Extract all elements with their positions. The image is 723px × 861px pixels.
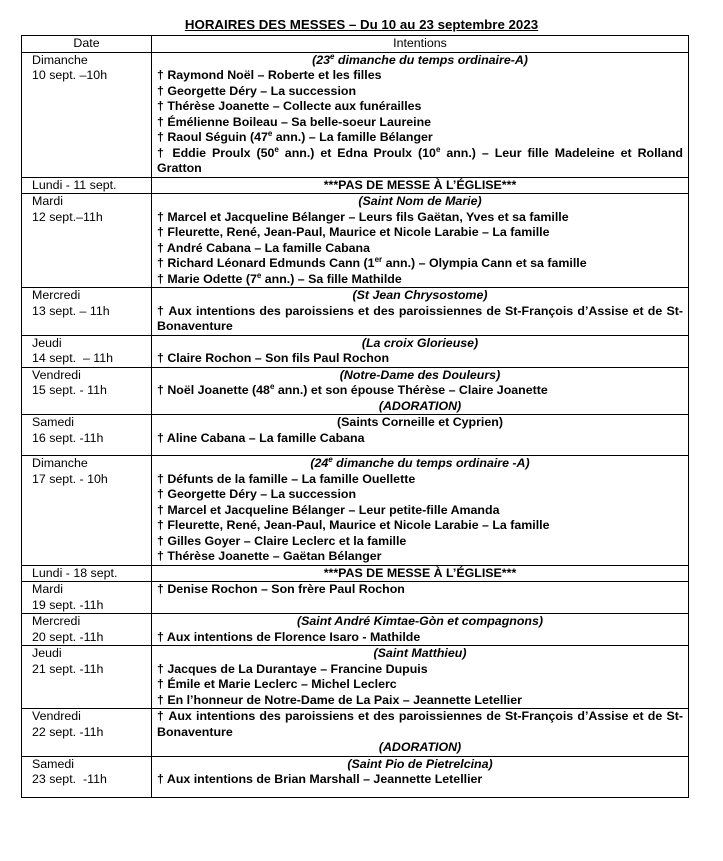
liturgical-heading: (Saint Nom de Marie): [358, 194, 482, 208]
table-row: [22, 614, 689, 646]
day-label: Mardi: [32, 582, 63, 596]
date-time-label: 20 sept. -11h: [32, 629, 104, 644]
intentions-cell: [152, 52, 689, 177]
intentions-cell: [152, 709, 689, 757]
day-label: Jeudi: [32, 646, 62, 660]
table-row: [22, 177, 689, 194]
intention-line: † Denise Rochon – Son frère Paul Rochon: [157, 582, 405, 596]
table-row: [22, 646, 689, 709]
intentions-cell: [152, 456, 689, 566]
table-row: [22, 335, 689, 367]
date-time-label: 23 sept. -11h: [32, 772, 107, 786]
date-time-label: 13 sept. – 11h: [32, 303, 110, 318]
intentions-cell: [152, 194, 689, 288]
intention-line: † Aux intentions des paroissiens et des paroissiennes de St-François d’Assise et de St-Bonaventure: [157, 303, 683, 333]
row-spacer: [157, 446, 683, 455]
day-label: Samedi: [32, 415, 75, 429]
intention-line: † Thérèse Joanette – Gaëtan Bélanger: [157, 549, 382, 563]
intention-line: † Eddie Proulx (50e ann.) et Edna Proulx (10e ann.) – Leur fille Madeleine et Rolland Gratton: [157, 144, 684, 175]
date-time-label: 19 sept. -11h: [32, 597, 104, 612]
date-time-label: 10 sept. –10h: [32, 68, 108, 82]
date-time-label: 22 sept. -11h: [32, 724, 104, 739]
date-cell: [22, 288, 152, 336]
adoration-note: (ADORATION): [378, 740, 462, 754]
date-cell: [22, 582, 152, 614]
day-label: Mardi: [32, 194, 63, 208]
intention-line: † Thérèse Joanette – Collecte aux funérailles: [157, 99, 422, 113]
liturgical-heading: (Saint Matthieu): [373, 646, 467, 660]
day-label: Dimanche: [32, 456, 88, 470]
intention-line: † Raymond Noël – Roberte et les filles: [157, 68, 382, 82]
date-label: Lundi - 18 sept.: [32, 565, 118, 580]
date-cell: [22, 415, 152, 456]
intentions-cell: [152, 582, 689, 614]
intention-line: † Fleurette, René, Jean-Paul, Maurice et Nicole Larabie – La famille: [157, 225, 550, 239]
table-row: [22, 456, 689, 566]
intentions-cell: [152, 756, 689, 797]
intentions-cell: [152, 367, 689, 415]
date-time-label: 12 sept.–11h: [32, 209, 103, 224]
date-time-label: 16 sept. -11h: [32, 430, 104, 445]
liturgical-heading: (Saints Corneille et Cyprien): [337, 415, 503, 429]
liturgical-heading: (24e dimanche du temps ordinaire -A): [310, 454, 530, 470]
liturgical-heading: (23e dimanche du temps ordinaire-A): [312, 51, 528, 67]
table-row: [22, 582, 689, 614]
intentions-cell: [152, 415, 689, 456]
intention-line: † Raoul Séguin (47e ann.) – La famille Bélanger: [157, 128, 433, 144]
intention-line: † Georgette Déry – La succession: [157, 487, 357, 501]
day-label: Jeudi: [32, 335, 62, 350]
intention-line: † Marie Odette (7e ann.) – Sa fille Mathilde: [157, 270, 402, 286]
day-label: Samedi: [32, 756, 75, 771]
date-cell: [22, 194, 152, 288]
date-cell: [22, 335, 152, 367]
intentions-cell: [152, 565, 689, 582]
intention-line: † Défunts de la famille – La famille Ouellette: [157, 471, 416, 486]
date-cell: [22, 456, 152, 566]
intentions-cell: [152, 646, 689, 709]
intention-line: † En l’honneur de Notre-Dame de La Paix – Jeannette Letellier: [157, 692, 522, 707]
intention-line: † Marcel et Jacqueline Bélanger – Leur petite-fille Amanda: [157, 502, 500, 517]
table-row: [22, 565, 689, 582]
date-cell: [22, 646, 152, 709]
page-title: HORAIRES DES MESSES – Du 10 au 23 septembre 2023: [184, 17, 539, 32]
table-row: [22, 367, 689, 415]
date-time-label: 17 sept. - 10h: [32, 471, 108, 486]
intention-line: † André Cabana – La famille Cabana: [157, 240, 371, 255]
table-row: [22, 709, 689, 757]
table-row: [22, 194, 689, 288]
table-row: [22, 415, 689, 456]
intention-line: † Aline Cabana – La famille Cabana: [157, 430, 365, 445]
day-label: Vendredi: [32, 709, 81, 723]
intention-line: † Aux intentions de Florence Isaro - Mathilde: [157, 629, 421, 644]
date-cell: [22, 177, 152, 194]
intentions-cell: [152, 177, 689, 194]
liturgical-heading: (La croix Glorieuse): [361, 335, 479, 350]
liturgical-heading: (St Jean Chrysostome): [352, 288, 488, 302]
intentions-column-header: Intentions: [152, 36, 689, 53]
table-header-row: [22, 36, 689, 53]
date-time-label: 14 sept. – 11h: [32, 351, 114, 365]
date-time-label: 15 sept. - 11h: [32, 383, 107, 397]
date-cell: [22, 52, 152, 177]
date-cell: [22, 614, 152, 646]
table-row: [22, 756, 689, 797]
intention-line: † Richard Léonard Edmunds Cann (1er ann.) – Olympia Cann et sa famille: [157, 254, 587, 270]
row-spacer: [157, 788, 683, 797]
liturgical-heading: (Saint Pio de Pietrelcina): [347, 756, 493, 771]
date-time-label: 21 sept. -11h: [32, 661, 104, 676]
liturgical-heading: (Notre-Dame des Douleurs): [339, 367, 501, 382]
intention-line: † Émélienne Boileau – Sa belle-soeur Laureine: [157, 114, 432, 129]
intention-line: † Noël Joanette (48e ann.) et son épouse Thérèse – Claire Joanette: [157, 381, 548, 397]
liturgical-heading: (Saint André Kimtae-Gòn et compagnons): [297, 614, 543, 628]
date-label: Lundi - 11 sept.: [32, 177, 117, 192]
intention-line: † Aux intentions de Brian Marshall – Jeannette Letellier: [157, 772, 483, 786]
table-row: [22, 288, 689, 336]
table-row: [22, 52, 689, 177]
intentions-cell: [152, 614, 689, 646]
day-label: Dimanche: [32, 52, 88, 67]
intention-line: † Fleurette, René, Jean-Paul, Maurice et Nicole Larabie – La famille: [157, 518, 550, 532]
date-column-header: Date: [22, 36, 152, 53]
intention-line: † Jacques de La Durantaye – Francine Dupuis: [157, 661, 428, 676]
intentions-cell: [152, 335, 689, 367]
day-label: Mercredi: [32, 614, 81, 628]
date-cell: [22, 367, 152, 415]
date-cell: [22, 756, 152, 797]
day-label: Vendredi: [32, 367, 81, 382]
mass-schedule-table: [21, 35, 689, 798]
day-label: Mercredi: [32, 288, 81, 302]
intention-line: † Aux intentions des paroissiens et des paroissiennes de St-François d’Assise et de St-Bonaventure: [157, 709, 683, 739]
no-mass-notice: ***PAS DE MESSE À L’ÉGLISE***: [323, 177, 517, 192]
date-cell: [22, 709, 152, 757]
adoration-note: (ADORATION): [378, 398, 462, 413]
intention-line: † Georgette Déry – La succession: [157, 83, 357, 98]
intention-line: † Marcel et Jacqueline Bélanger – Leurs fils Gaëtan, Yves et sa famille: [157, 209, 569, 224]
no-mass-notice: ***PAS DE MESSE À L’ÉGLISE***: [323, 565, 517, 580]
intention-line: † Gilles Goyer – Claire Leclerc et la famille: [157, 533, 407, 548]
intentions-cell: [152, 288, 689, 336]
intention-line: † Émile et Marie Leclerc – Michel Leclerc: [157, 677, 397, 691]
date-cell: [22, 565, 152, 582]
intention-line: † Claire Rochon – Son fils Paul Rochon: [157, 351, 390, 365]
